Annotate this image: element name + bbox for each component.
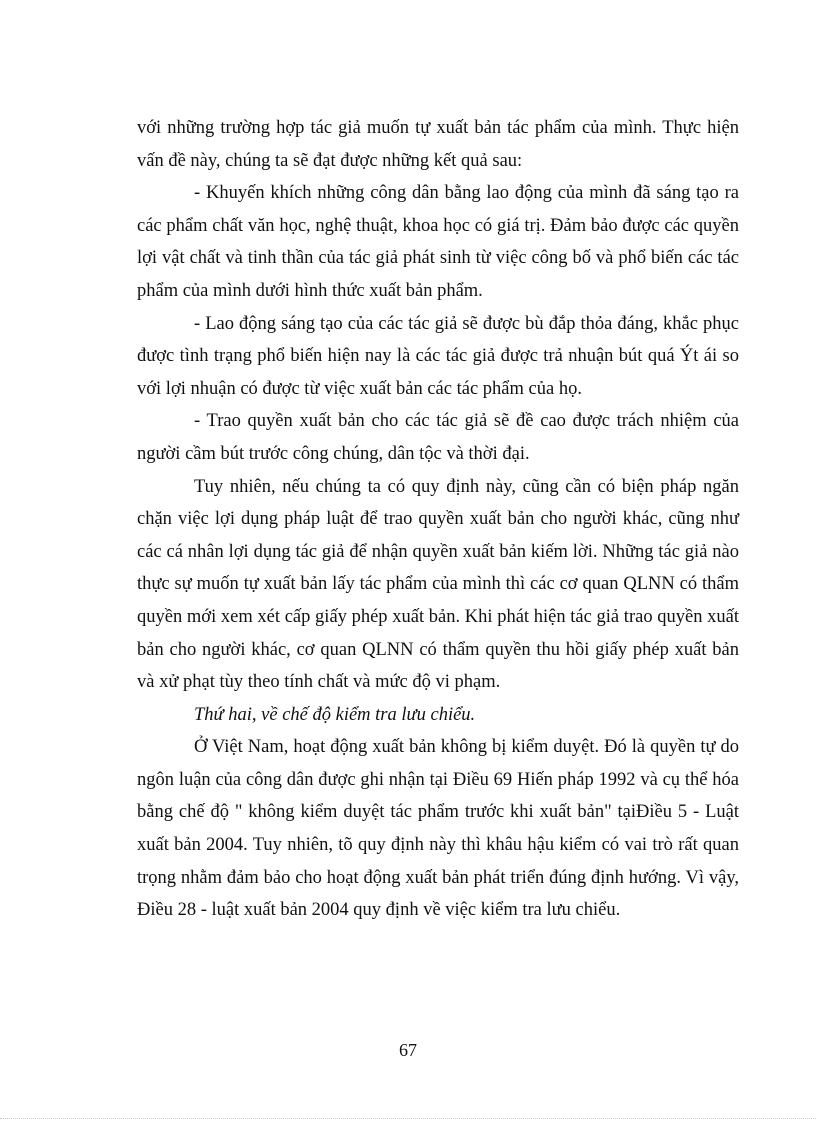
body-text [137,112,739,927]
paragraph-bullet-responsibility: - Trao quyền xuất bản cho các tác giả sẽ đề cao được trách nhiệm của người cầm bút trước công chúng, dân tộc và thời đại. [137,411,739,464]
paragraph-bullet-creative-labor: - Lao động sáng tạo của các tác giả sẽ được bù đắp thỏa đáng, khắc phục được tình trạng phổ biến hiện nay là các tác giả được trả nhuận bút quá Ýt ái so với lợi nhuận có được từ việc xuất bản các tác phẩm của họ. [137,313,739,399]
paragraph-bullet-encourage: - Khuyến khích những công dân bằng lao động của mình đã sáng tạo ra các phẩm chất văn học, nghệ thuật, khoa học có giá trị. Đảm bảo được các quyền lợi vật chất và tinh thần của tác giả phát sinh từ việc công bố và phổ biến các tác phẩm của mình dưới hình thức xuất bản phẩm. [137,183,739,301]
section-heading-italic: Thứ hai, về chế độ kiểm tra lưu chiểu. [194,704,476,725]
paragraph-however: Tuy nhiên, nếu chúng ta có quy định này, cũng cần có biện pháp ngăn chặn việc lợi dụng pháp luật để trao quyền xuất bản cho người khác, cũng như các cá nhân lợi dụng tác giả để nhận quyền xuất bản kiếm lời. Những tác giả nào thực sự muốn tự xuất bản lấy tác phẩm của mình thì các cơ quan QLNN có thẩm quyền mới xem xét cấp giấy phép xuất bản. Khi phát hiện tác giả trao quyền xuất bản cho người khác, cơ quan QLNN có thẩm quyền thu hồi giấy phép xuất bản và xử phạt tùy theo tính chất và mức độ vi phạm. [137,476,739,693]
page-number: 67 [399,1040,417,1060]
paragraph-continuation: với những trường hợp tác giả muốn tự xuất bản tác phẩm của mình. Thực hiện vấn đề này, chúng ta sẽ đạt được những kết quả sau: [137,118,739,171]
paragraph-vietnam-publishing: Ở Việt Nam, hoạt động xuất bản không bị kiểm duyệt. Đó là quyền tự do ngôn luận của công dân được ghi nhận tại Điều 69 Hiến pháp 1992 và cụ thể hóa bằng chế độ " không kiểm duyệt tác phẩm trước khi xuất bản" tạiĐiều 5 - Luật xuất bản 2004. Tuy nhiên, tõ quy định này thì khâu hậu kiểm có vai trò rất quan trọng nhằm đảm bảo cho hoạt động xuất bản phát triển đúng định hướng. Vì vậy, Điều 28 - luật xuất bản 2004 quy định về việc kiểm tra lưu chiểu. [137,737,739,921]
page-bottom-divider [0,1118,816,1119]
